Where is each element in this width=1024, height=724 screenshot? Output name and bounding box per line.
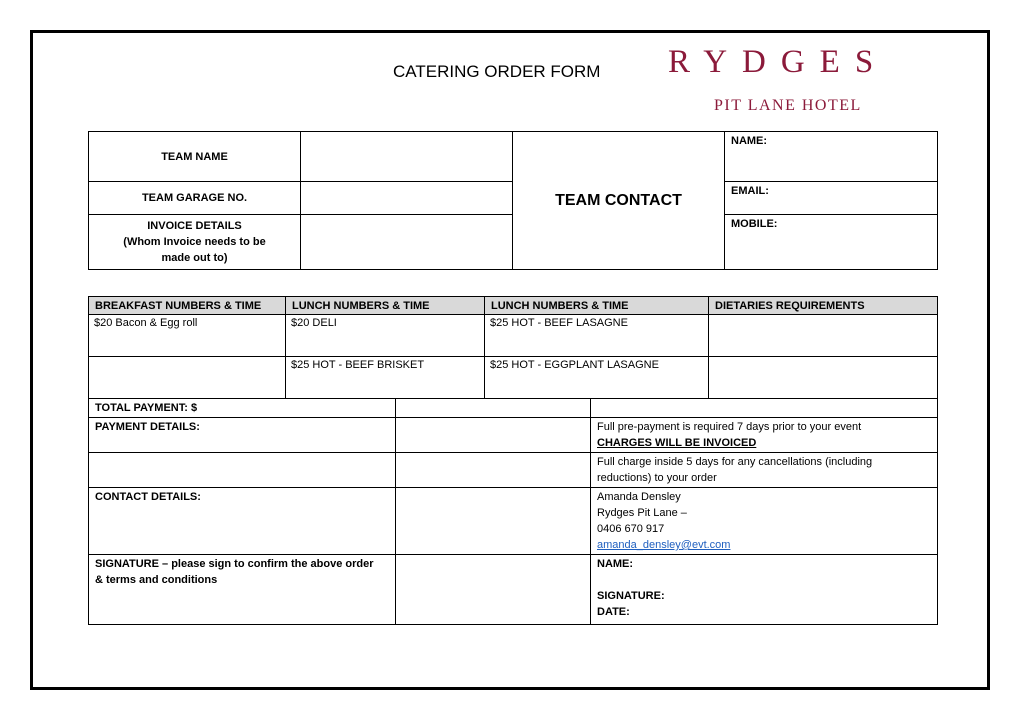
total-payment-label: TOTAL PAYMENT: $ xyxy=(89,399,396,418)
dietaries-field-1[interactable] xyxy=(709,315,938,357)
contact-email-link[interactable]: amanda_densley@evt.com xyxy=(597,539,731,551)
contact-name-field[interactable]: NAME: xyxy=(725,132,938,182)
invoice-details-field[interactable] xyxy=(301,215,513,270)
signature-field[interactable] xyxy=(396,555,591,625)
brand-logo-text: RYDGES xyxy=(668,44,889,80)
team-details-table xyxy=(88,131,938,270)
total-payment-note xyxy=(591,399,938,418)
team-garage-field[interactable] xyxy=(301,182,513,215)
team-name-label: TEAM NAME xyxy=(89,132,301,182)
payment-empty-cell[interactable] xyxy=(89,453,396,488)
menu-item-eggplant-lasagne[interactable]: $25 HOT - EGGPLANT LASAGNE xyxy=(485,357,709,399)
breakfast-empty-cell[interactable] xyxy=(89,357,286,399)
form-title: CATERING ORDER FORM xyxy=(393,62,601,81)
cancellation-note: Full charge inside 5 days for any cancellations (including reductions) to your order xyxy=(591,453,938,488)
menu-item-bacon-egg-roll[interactable]: $20 Bacon & Egg roll xyxy=(89,315,286,357)
menu-item-deli[interactable]: $20 DELI xyxy=(286,315,485,357)
lunch-header-1: LUNCH NUMBERS & TIME xyxy=(286,297,485,315)
prepayment-note: Full pre-payment is required 7 days prior to your event CHARGES WILL BE INVOICED xyxy=(591,418,938,453)
breakfast-header: BREAKFAST NUMBERS & TIME xyxy=(89,297,286,315)
lunch-header-2: LUNCH NUMBERS & TIME xyxy=(485,297,709,315)
menu-item-beef-brisket[interactable]: $25 HOT - BEEF BRISKET xyxy=(286,357,485,399)
contact-mobile-field[interactable]: MOBILE: xyxy=(725,215,938,270)
total-payment-field[interactable] xyxy=(396,399,591,418)
contact-details-info: Amanda Densley Rydges Pit Lane – 0406 670 917 amanda_densley@evt.com xyxy=(591,488,938,555)
payment-empty-field[interactable] xyxy=(396,453,591,488)
invoice-details-label: INVOICE DETAILS (Whom Invoice needs to be made out to) xyxy=(89,215,301,270)
team-name-field[interactable] xyxy=(301,132,513,182)
payment-details-label: PAYMENT DETAILS: xyxy=(89,418,396,453)
signature-block[interactable]: NAME: SIGNATURE: DATE: xyxy=(591,555,938,625)
payment-table xyxy=(88,398,938,625)
contact-email-field[interactable]: EMAIL: xyxy=(725,182,938,215)
dietaries-field-2[interactable] xyxy=(709,357,938,399)
brand-subtitle: PIT LANE HOTEL xyxy=(714,97,862,114)
payment-details-field[interactable] xyxy=(396,418,591,453)
menu-table xyxy=(88,296,938,399)
menu-item-beef-lasagne[interactable]: $25 HOT - BEEF LASAGNE xyxy=(485,315,709,357)
team-contact-heading: TEAM CONTACT xyxy=(513,132,725,270)
dietaries-header: DIETARIES REQUIREMENTS xyxy=(709,297,938,315)
contact-details-label: CONTACT DETAILS: xyxy=(89,488,396,555)
contact-details-field[interactable] xyxy=(396,488,591,555)
signature-label: SIGNATURE – please sign to confirm the above order & terms and conditions xyxy=(89,555,396,625)
team-garage-label: TEAM GARAGE NO. xyxy=(89,182,301,215)
